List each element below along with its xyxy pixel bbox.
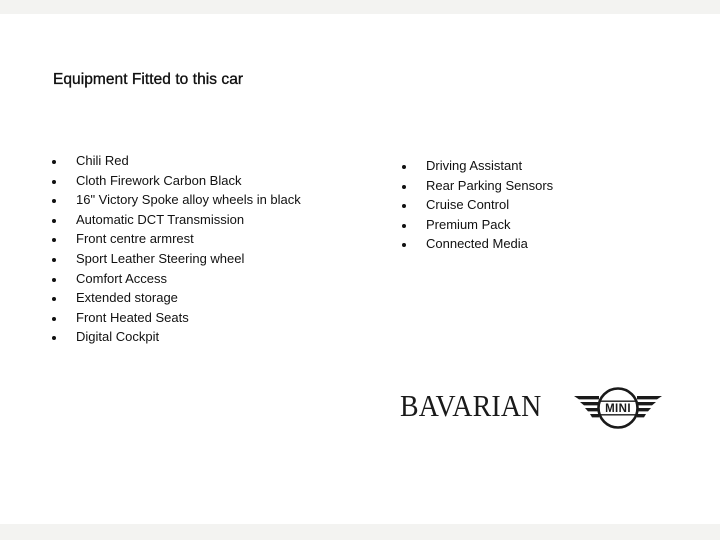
equipment-heading: Equipment Fitted to this car <box>53 71 244 88</box>
equipment-item: Chili Red <box>50 151 301 171</box>
bullet-dot-icon <box>52 238 56 242</box>
bullet-dot-icon <box>52 199 56 203</box>
equipment-item: Cloth Firework Carbon Black <box>50 171 301 191</box>
equipment-item: 16" Victory Spoke alloy wheels in black <box>50 190 301 210</box>
bavarian-logo: BAVARIAN <box>400 388 542 423</box>
bullet-dot-icon <box>402 224 406 228</box>
equipment-item: Front Heated Seats <box>50 308 301 328</box>
equipment-item: Digital Cockpit <box>50 327 301 347</box>
equipment-item: Front centre armrest <box>50 229 301 249</box>
top-band <box>0 0 720 14</box>
mini-wings-logo-icon <box>572 385 664 431</box>
bullet-dot-icon <box>402 204 406 208</box>
equipment-item: Premium Pack <box>400 215 553 235</box>
bottom-band <box>0 524 720 540</box>
equipment-item: Connected Media <box>400 234 553 254</box>
equipment-item: Extended storage <box>50 288 301 308</box>
equipment-item: Sport Leather Steering wheel <box>50 249 301 269</box>
equipment-list-right <box>400 156 553 254</box>
brand-logos <box>400 385 665 431</box>
bullet-dot-icon <box>52 219 56 223</box>
bullet-dot-icon <box>402 185 406 189</box>
bullet-dot-icon <box>52 160 56 164</box>
mini-logo-text: MINI <box>605 403 631 416</box>
bullet-dot-icon <box>52 317 56 321</box>
equipment-item: Automatic DCT Transmission <box>50 210 301 230</box>
equipment-list-left <box>50 151 301 347</box>
bullet-dot-icon <box>52 180 56 184</box>
equipment-item: Cruise Control <box>400 195 553 215</box>
equipment-item: Driving Assistant <box>400 156 553 176</box>
bullet-dot-icon <box>402 165 406 169</box>
bullet-dot-icon <box>52 336 56 340</box>
bullet-dot-icon <box>52 278 56 282</box>
equipment-item: Rear Parking Sensors <box>400 176 553 196</box>
equipment-item: Comfort Access <box>50 269 301 289</box>
bullet-dot-icon <box>52 258 56 262</box>
bullet-dot-icon <box>52 297 56 301</box>
bullet-dot-icon <box>402 243 406 247</box>
